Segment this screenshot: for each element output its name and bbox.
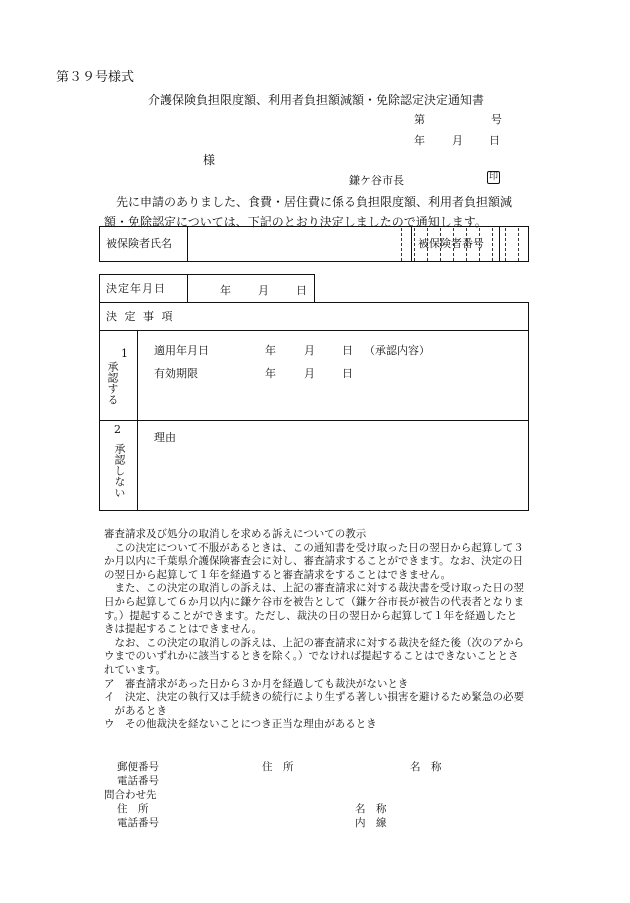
- postal-code-label: 郵便番号: [117, 761, 159, 773]
- effective-year: 年: [265, 344, 276, 357]
- approval-content-label: （承認内容）: [364, 344, 430, 357]
- insured-person-table: [99, 226, 529, 262]
- valid-month: 月: [304, 367, 315, 380]
- appeal-heading: 審査請求及び処分の取消しを求める訴えについての教示: [104, 528, 367, 540]
- date-month-label: 月: [452, 134, 463, 147]
- inquiry-phone-label: 電話番号: [117, 817, 159, 829]
- valid-year: 年: [265, 367, 276, 380]
- valid-until-label: 有効期限: [154, 367, 198, 380]
- effective-day: 日: [342, 344, 353, 357]
- number-label-gou: 号: [491, 113, 502, 126]
- number-label-dai: 第: [414, 113, 425, 126]
- decision-matters-box: [99, 302, 529, 511]
- valid-day: 日: [342, 367, 353, 380]
- form-number: 第３９号様式: [56, 70, 135, 85]
- decision-day: 日: [296, 284, 307, 297]
- inquiry-address-label: 住 所: [117, 803, 149, 815]
- intro-line-1: 先に申請のありました、食費・居住費に係る負担限度額、利用者負担額減: [116, 195, 513, 209]
- effective-month: 月: [304, 344, 315, 357]
- reason-label: 理由: [154, 431, 176, 444]
- date-day-label: 日: [489, 134, 500, 147]
- appeal-paragraph-1: この決定について不服があるときは、この通知書を受け取った日の翌日から起算して３か月以内に千葉県介護保険審査会に対し、審査請求することができます。なお、決定の日の翌日から起算して１年を経過すると審査請求をすることはできません。: [104, 541, 524, 581]
- decision-year: 年: [220, 284, 231, 297]
- seal-mark: 印: [488, 172, 498, 182]
- insured-name-field[interactable]: [188, 227, 412, 261]
- inquiry-extension-label: 内 線: [355, 817, 387, 829]
- approve-label: 承認する: [106, 361, 119, 405]
- inquiry-name-label: 名 称: [355, 803, 387, 815]
- address-label: 住 所: [262, 761, 294, 773]
- appeal-instructions: [104, 528, 524, 732]
- name-label: 名 称: [410, 761, 442, 773]
- section-divider: [100, 420, 528, 421]
- decision-month: 月: [258, 284, 269, 297]
- appeal-item-i: イ 決定、決定の執行又は手続きの続行により生ずる著しい損害を避けるため緊急の必要があるとき: [104, 691, 524, 717]
- approve-number: 1: [121, 347, 128, 360]
- addressee-suffix: 様: [203, 153, 216, 167]
- appeal-paragraph-2: また、この決定の取消しの訴えは、上記の審査請求に対する裁決書を受け取った日の翌日から起算して６か月以内に鎌ケ谷市を被告として（鎌ケ谷市長が被告の代表者となります。）提起することができます。ただし、裁決の日の翌日から起算して１年を経過したときは提起することはできません。: [104, 582, 524, 636]
- decision-date-label: 決定年月日: [100, 275, 188, 303]
- insured-name-label: 被保険者氏名: [100, 227, 188, 261]
- effective-date-label: 適用年月日: [154, 344, 209, 357]
- decision-date-row: [99, 274, 315, 303]
- appeal-item-u: ウ その他裁決を経ないことにつき正当な理由があるとき: [104, 718, 377, 731]
- inquiry-label: 問合わせ先: [104, 789, 157, 801]
- decision-matters-label: 決 定 事 項: [100, 303, 528, 331]
- document-title: 介護保険負担限度額、利用者負担額減額・免除認定決定通知書: [148, 93, 485, 107]
- intro-line-2: 額・免除認定については、下記のとおり決定しましたので通知します。: [104, 215, 487, 229]
- appeal-paragraph-3: なお、この決定の取消しの訴えは、上記の審査請求に対する裁決を経た後（次のアからウまでのいずれかに該当するときを除く。）でなければ提起することはできないこととされています。: [104, 636, 524, 676]
- issuer-mayor: 鎌ケ谷市長: [349, 174, 404, 187]
- reject-number: 2: [114, 423, 121, 436]
- reject-label: 承認しない: [113, 443, 126, 498]
- insured-number-label: 被保険者番号: [412, 227, 500, 261]
- phone-label: 電話番号: [117, 775, 159, 787]
- appeal-item-a: ア 審査請求があった日から３か月を経過しても裁決がないとき: [104, 677, 409, 690]
- date-year-label: 年: [414, 134, 425, 147]
